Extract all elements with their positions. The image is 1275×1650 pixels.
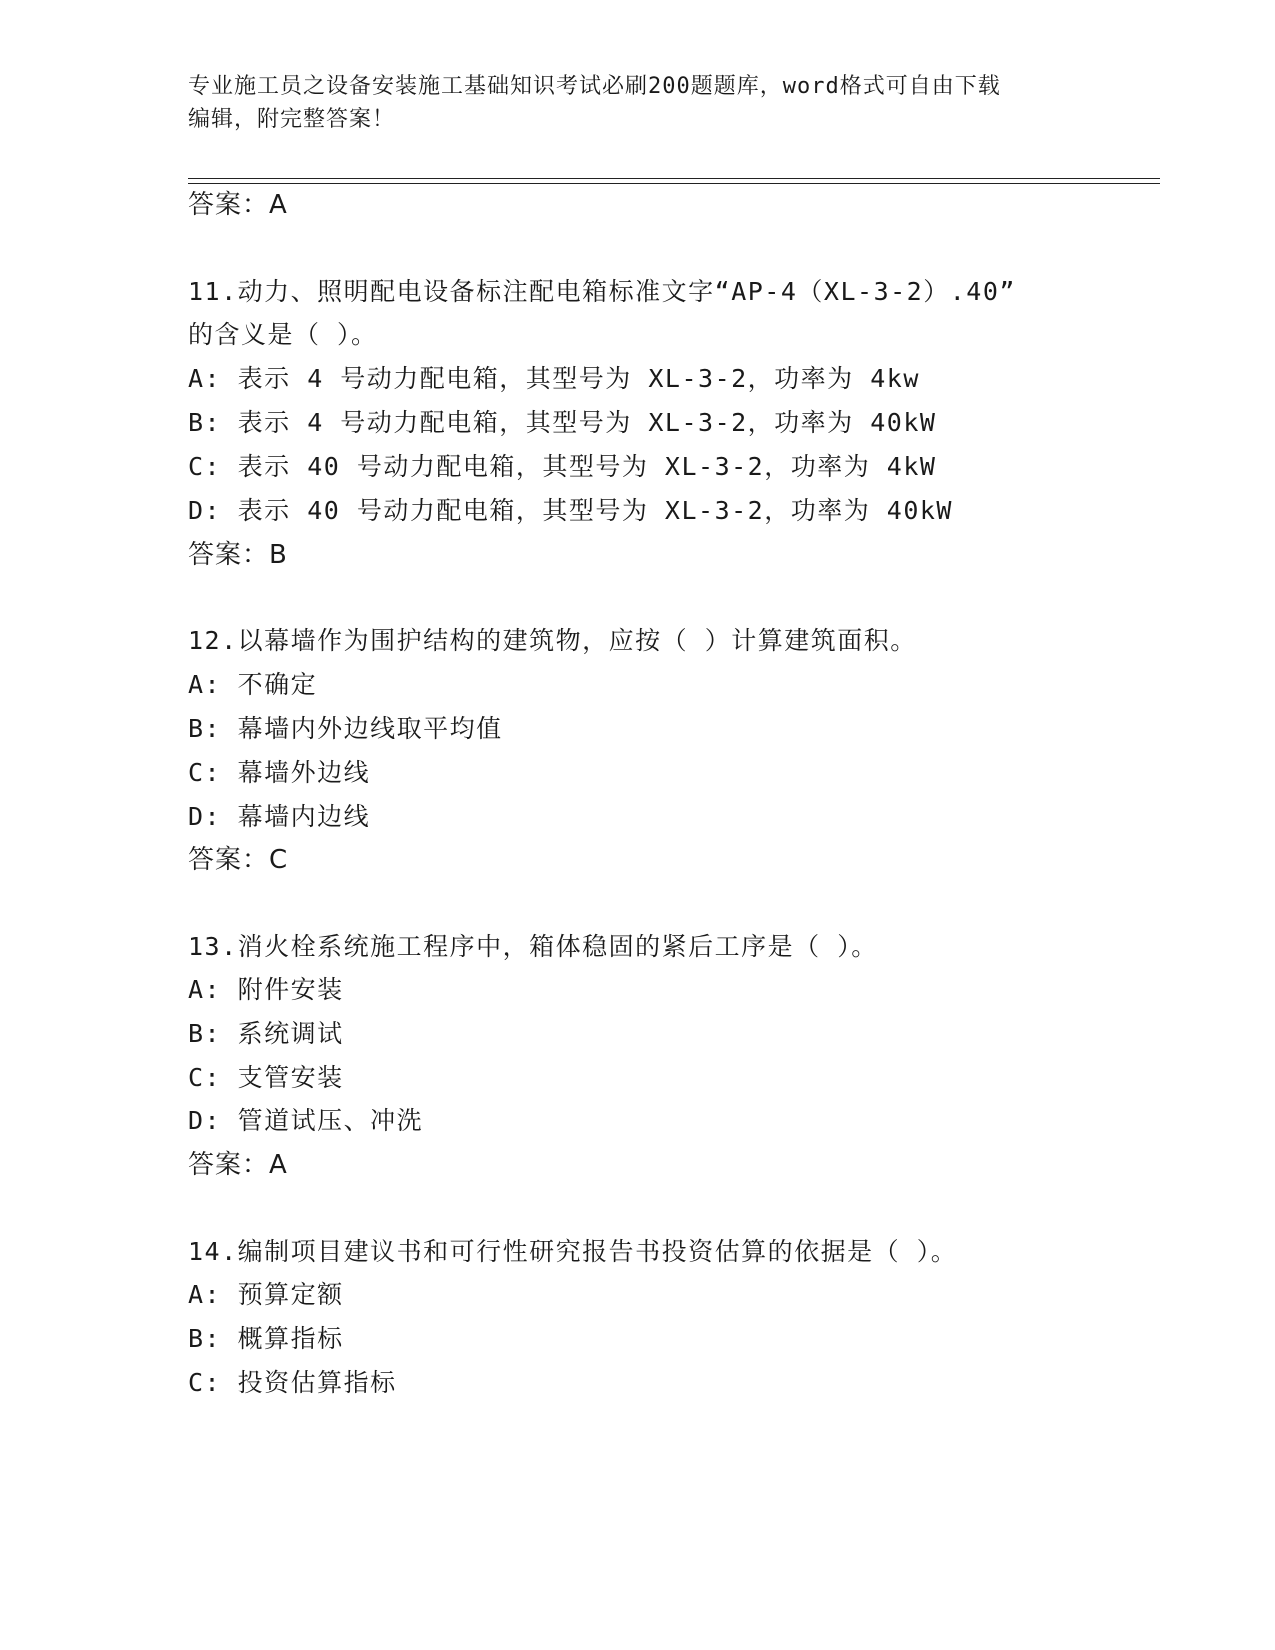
q11-answer: 答案：B xyxy=(188,540,288,570)
q14-option-c: C: 投资估算指标 xyxy=(188,1368,397,1397)
q11-option-d: D: 表示 40 号动力配电箱，其型号为 XL-3-2，功率为 40kW xyxy=(188,496,953,525)
q11-option-a: A: 表示 4 号动力配电箱，其型号为 XL-3-2，功率为 4kw xyxy=(188,364,920,393)
header-title-line-1: 专业施工员之设备安装施工基础知识考试必刷200题题库，word格式可自由下载 xyxy=(188,74,1001,99)
prev-question-answer: 答案：A xyxy=(188,190,288,220)
q14-option-b: B: 概算指标 xyxy=(188,1324,344,1353)
header-title-line-2: 编辑，附完整答案！ xyxy=(188,107,396,132)
q13-answer: 答案：A xyxy=(188,1150,288,1180)
q14-stem: 14.编制项目建议书和可行性研究报告书投资估算的依据是（ ）。 xyxy=(188,1237,958,1266)
q14-option-a: A: 预算定额 xyxy=(188,1280,344,1309)
q13-option-b: B: 系统调试 xyxy=(188,1019,344,1048)
header-divider-top xyxy=(188,178,1160,179)
q13-stem: 13.消火栓系统施工程序中，箱体稳固的紧后工序是（ ）。 xyxy=(188,932,878,961)
q12-option-c: C: 幕墙外边线 xyxy=(188,758,371,787)
q13-option-d: D: 管道试压、冲洗 xyxy=(188,1106,424,1135)
q11-stem-line-1: 11.动力、照明配电设备标注配电箱标准文字“AP-4（XL-3-2）.40” xyxy=(188,277,1016,306)
q11-stem-line-2: 的含义是（ ）。 xyxy=(188,320,378,349)
q11-option-b: B: 表示 4 号动力配电箱，其型号为 XL-3-2，功率为 40kW xyxy=(188,408,937,437)
q12-stem: 12.以幕墙作为围护结构的建筑物，应按（ ）计算建筑面积。 xyxy=(188,626,917,655)
q11-option-c: C: 表示 40 号动力配电箱，其型号为 XL-3-2，功率为 4kW xyxy=(188,452,937,481)
q12-option-a: A: 不确定 xyxy=(188,670,318,699)
q12-option-b: B: 幕墙内外边线取平均值 xyxy=(188,714,503,743)
document-header xyxy=(188,70,1088,136)
header-divider-bottom xyxy=(188,183,1160,184)
q13-option-a: A: 附件安装 xyxy=(188,975,344,1004)
q12-option-d: D: 幕墙内边线 xyxy=(188,802,371,831)
q12-answer: 答案：C xyxy=(188,845,289,875)
q13-option-c: C: 支管安装 xyxy=(188,1063,344,1092)
